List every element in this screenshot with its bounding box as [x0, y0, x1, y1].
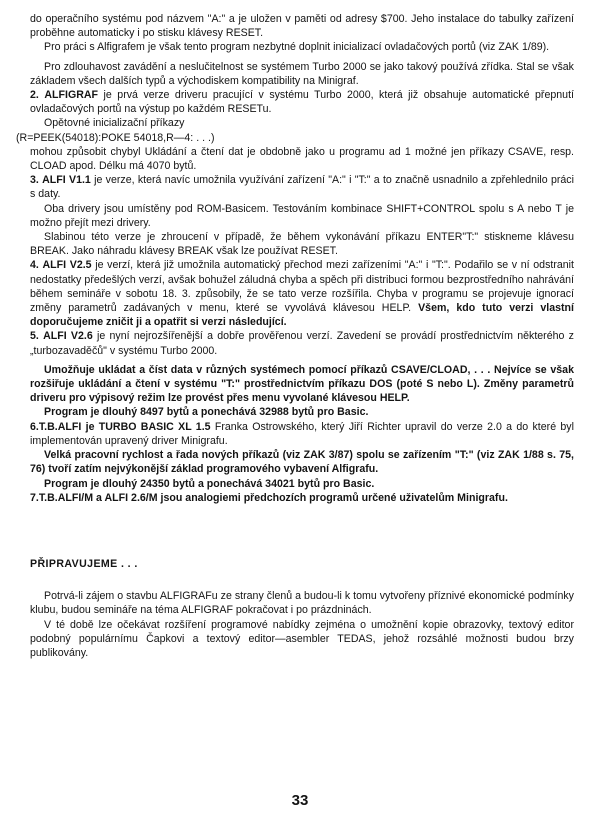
paragraph-errors: mohou způsobit chybyl Ukládání a čtení dat je obdobně jako u programu ad 1 možné jen příkazy CSAVE, resp. CLOAD apod. Délku má 4070 bytů.: [30, 145, 574, 173]
item-warning: Všem, kdo tuto verzi vlastní doporučujeme zničit ji a opatřit si verzi následující.: [30, 302, 574, 329]
paragraph-item-4: [30, 258, 574, 329]
paragraph-driver-install: do operačního systému pod názvem "A:" a je uložen v paměti od adresy $700. Jeho instalace do tabulky zařízení proběhne automaticky i po stisku klávesy RESET.: [30, 13, 574, 40]
section-heading: PŘIPRAVUJEME . . .: [30, 557, 138, 570]
init-commands-label: Opětovné inicializační příkazy: [44, 117, 185, 130]
paragraph-turbo-compat: Pro zdlouhavost zavádění a neslučitelnost se systémem Turbo 2000 se jako takový používá zřídka. Stal se však základem všech dalších typů a východiskem kompatibility na Minigraf.: [30, 60, 574, 87]
item-title: ALFIGRAF: [44, 89, 99, 102]
item-text: je verze, která navíc umožnila využívání zařízení "A:" i "T:" a to značně usnadnilo a zpřehlednilo práci s daty.: [30, 174, 574, 201]
paragraph-item-2: [30, 88, 574, 116]
paragraph-speed: Velká pracovní rychlost a řada nových příkazů (viz ZAK 3/87) spolu se zařízením "T:" (viz ZAK 1/88 s. 75, 76) tvoří zatím nejvýkonější základ programového vybavení Alfigrafu.: [30, 449, 574, 476]
paragraph-item-3: [30, 173, 574, 201]
paragraph-item-5: [30, 329, 574, 357]
item-text: je nyní nejrozšířenější a dobře prověřenou verzí. Zavedení se provádí prostřednictvím některého z „turbozavaděčů" v systému Turbo 2000.: [30, 330, 574, 357]
item-text: je verzí, která již umožnila automatický přechod mezi zařízeními "A:" i "T:". Podařilo se v ní odstranit nedostatky předešlých verzí, avšak bohužel záludná chyba a spěch při distribuci formou bezprostředního nahrávání během semináře v sobotu 18. 3. způsobily, že se tato verze rozšířila. Chyba v programu se projevuje ignorací změny parametrů zadávaných v menu, které se vyvolává klávesou HELP.: [30, 259, 574, 315]
item-title: 6.T.B.ALFI je TURBO BASIC XL 1.5: [30, 420, 211, 433]
paragraph-save-load: Umožňuje ukládat a číst data v různých systémech pomocí příkazů CSAVE/CLOAD, . . . Nejvíce se však rozšiřuje ukládání a čtení v systému "T:" prostřednictvím příkazu DOS (poté S nebo L). Změny parametrů driveru pro výpisový režim lze provést přes menu vyvolané klávesou HELP.: [30, 363, 574, 405]
item-title: ALFI V1.1: [42, 174, 91, 187]
document-page: [16, 12, 574, 660]
item-number: 4.: [30, 259, 39, 272]
paragraph-item-7: 7.T.B.ALFI/M a ALFI 2.6/M jsou analogiemi předchozích programů určené uživatelům Minigrafu.: [30, 491, 508, 504]
init-commands-code: (R=PEEK(54018):POKE 54018,R—4: . . .): [16, 131, 215, 144]
paragraph-future-software: V té době lze očekávat rozšíření programové nabídky zejména o umožnění kopie obrazovky, textový editor podobný populárnímu Čapkovi a textový editor—asembler TEDAS, jehož rozsáhlé možnosti budou brzy publikovány.: [30, 618, 574, 659]
item-number: 5.: [30, 330, 39, 343]
paragraph-item-6: [30, 420, 574, 448]
item-text: Franka Ostrowského, který Jiří Richter upravil do verze 2.0 a do které byl implementován upravený driver Minigrafu.: [30, 420, 574, 447]
paragraph-weakness: Slabinou této verze je zhroucení v případě, že během vykonávání příkazu ENTER"T:" stiskneme klávesu BREAK. Jako náhradu klávesy BREAK však lze používat RESET.: [30, 231, 574, 258]
paragraph-seminars: Potrvá-li zájem o stavbu ALFIGRAFu ze strany členů a budou-li k tomu vytvořeny příznivé ekonomické podmínky klubu, budou semináře na téma ALFIGRAF pokračovat i po prázdninách.: [30, 590, 574, 617]
item-title: ALFI V2.6: [43, 330, 93, 343]
paragraph-program-length-2: Program je dlouhý 24350 bytů a ponechává 34021 bytů pro Basic.: [44, 477, 375, 490]
item-text: je prvá verze driveru pracující v systému Turbo 2000, která již obsahuje automatické přepnutí ovladačových portů na výstup po každém RESETu.: [30, 89, 574, 116]
paragraph-program-length-1: Program je dlouhý 8497 bytů a ponechává 32988 bytů pro Basic.: [44, 406, 369, 419]
paragraph-drivers-rom: Oba drivery jsou umístěny pod ROM-Basicem. Testováním kombinace SHIFT+CONTROL spolu s A nebo T je možno přejít mezi drivery.: [30, 202, 574, 229]
paragraph-port-init: Pro práci s Alfigrafem je však tento program nezbytné doplnit inicializací ovladačových portů (viz ZAK 1/89).: [44, 41, 550, 54]
item-number: 2.: [30, 89, 39, 102]
item-title: ALFI V2.5: [42, 259, 92, 272]
paragraph-init-commands: [16, 116, 574, 144]
page-number: 33: [291, 792, 309, 809]
item-number: 3.: [30, 174, 39, 187]
